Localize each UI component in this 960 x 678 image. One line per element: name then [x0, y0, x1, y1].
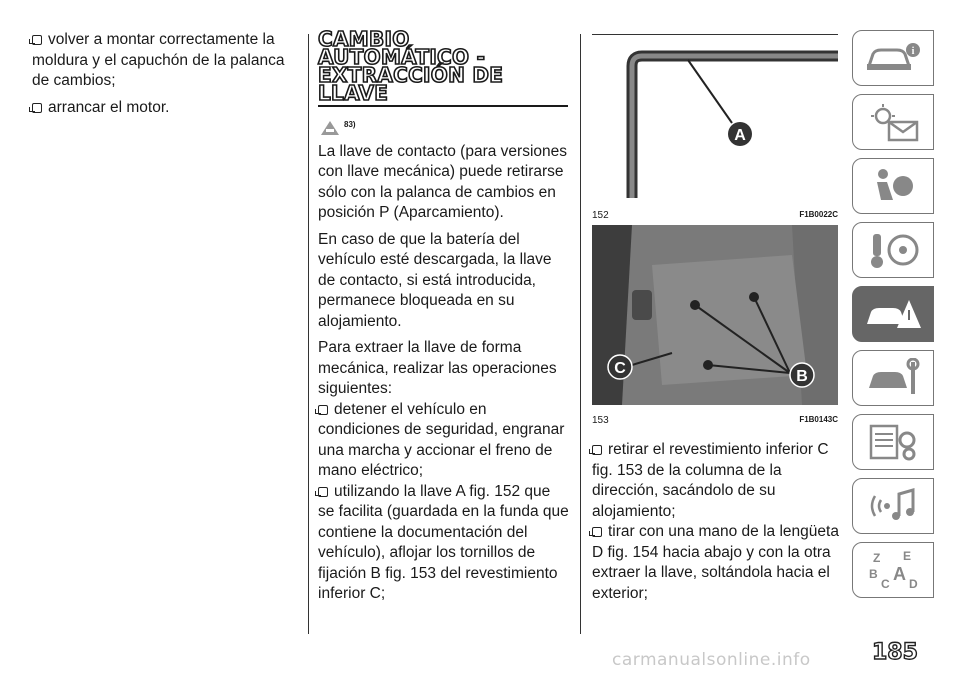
section-heading: CAMBIO AUTOMÁTICO - EXTRACCIÓN DE LLAVE	[318, 27, 504, 105]
heading-rule	[318, 105, 568, 107]
checkbox-bullet-icon	[318, 405, 328, 415]
tab-key-steering[interactable]	[852, 222, 934, 278]
checkbox-bullet-icon	[32, 35, 42, 45]
column-middle	[318, 27, 570, 605]
chapter-tabs	[852, 30, 938, 606]
warning-car-icon	[320, 120, 340, 136]
tab-index[interactable]	[852, 542, 934, 598]
tab-emergency[interactable]	[852, 286, 934, 342]
list-item: tirar con una mano de la lengüeta D fig. 154 hacia abajo y con la otra extraer la llave, soltándola hacia el exterior;	[592, 523, 839, 602]
warning-reference: 83)	[320, 115, 570, 136]
svg-text:B: B	[869, 567, 878, 581]
svg-text:Z: Z	[873, 551, 881, 565]
svg-text:C: C	[881, 577, 890, 591]
figure-152-key-illustration	[592, 38, 838, 206]
key-steering-icon	[865, 230, 921, 270]
figure-152-caption: 152 F1B0022C	[592, 210, 838, 221]
list-item: utilizando la llave A fig. 152 que se facilita (guardada en la funda que contiene la documentación del vehículo), aflojar los tornillos de fijación B fig. 153 del revestimiento inferior C;	[318, 482, 569, 602]
tab-seat-airbag[interactable]	[852, 158, 934, 214]
technical-data-icon	[865, 422, 921, 462]
list-item: detener el vehículo en condiciones de seguridad, engranar una marcha y accionar el freno de mano eléctrico;	[318, 400, 565, 479]
tab-car-info[interactable]	[852, 30, 934, 86]
column-right	[592, 440, 842, 604]
figure-top-rule	[592, 34, 838, 35]
tab-maintenance[interactable]	[852, 350, 934, 406]
tab-technical-data[interactable]	[852, 414, 934, 470]
svg-text:i: i	[911, 46, 915, 57]
svg-text:D: D	[909, 577, 918, 591]
checkbox-bullet-icon	[592, 445, 602, 455]
maintenance-icon	[865, 358, 921, 398]
list-item: retirar el revestimiento inferior C fig. 153 de la columna de la dirección, sacándolo de su alojamiento;	[592, 441, 829, 520]
watermark[interactable]: carmanualsonline.info	[612, 650, 811, 670]
column-divider	[308, 34, 309, 634]
multimedia-icon	[865, 486, 921, 526]
emergency-icon	[863, 294, 923, 334]
tab-warning-lights[interactable]	[852, 94, 934, 150]
seat-airbag-icon	[865, 166, 921, 206]
warning-lights-icon	[865, 102, 921, 142]
car-info-icon	[865, 40, 921, 76]
figure-label-a: A	[734, 127, 746, 144]
page-number: 185	[872, 640, 918, 665]
figure-label-c: C	[614, 360, 626, 377]
svg-text:A: A	[893, 564, 906, 584]
checkbox-bullet-icon	[318, 487, 328, 497]
list-item: arrancar el motor.	[32, 98, 300, 119]
figure-153-steering-column-photo	[592, 225, 838, 405]
tab-multimedia[interactable]	[852, 478, 934, 534]
checkbox-bullet-icon	[592, 527, 602, 537]
index-icon	[865, 548, 921, 592]
svg-text:E: E	[903, 549, 912, 563]
figure-153-caption: 153 F1B0143C	[592, 415, 838, 426]
checkbox-bullet-icon	[32, 103, 42, 113]
column-divider	[580, 34, 581, 634]
paragraph: En caso de que la batería del vehículo esté descargada, la llave de contacto, si está introducida, permanece bloqueada en su alojamiento.	[318, 230, 552, 330]
paragraph: Para extraer la llave de forma mecánica, realizar las operaciones siguientes:	[318, 339, 557, 397]
figure-label-b: B	[796, 368, 808, 385]
paragraph: La llave de contacto (para versiones con llave mecánica) puede retirarse sólo con la palanca de cambios en posición P (Aparcamiento).	[318, 142, 568, 221]
list-item: volver a montar correctamente la moldura y el capuchón de la palanca de cambios;	[32, 31, 285, 89]
column-left	[32, 30, 300, 124]
